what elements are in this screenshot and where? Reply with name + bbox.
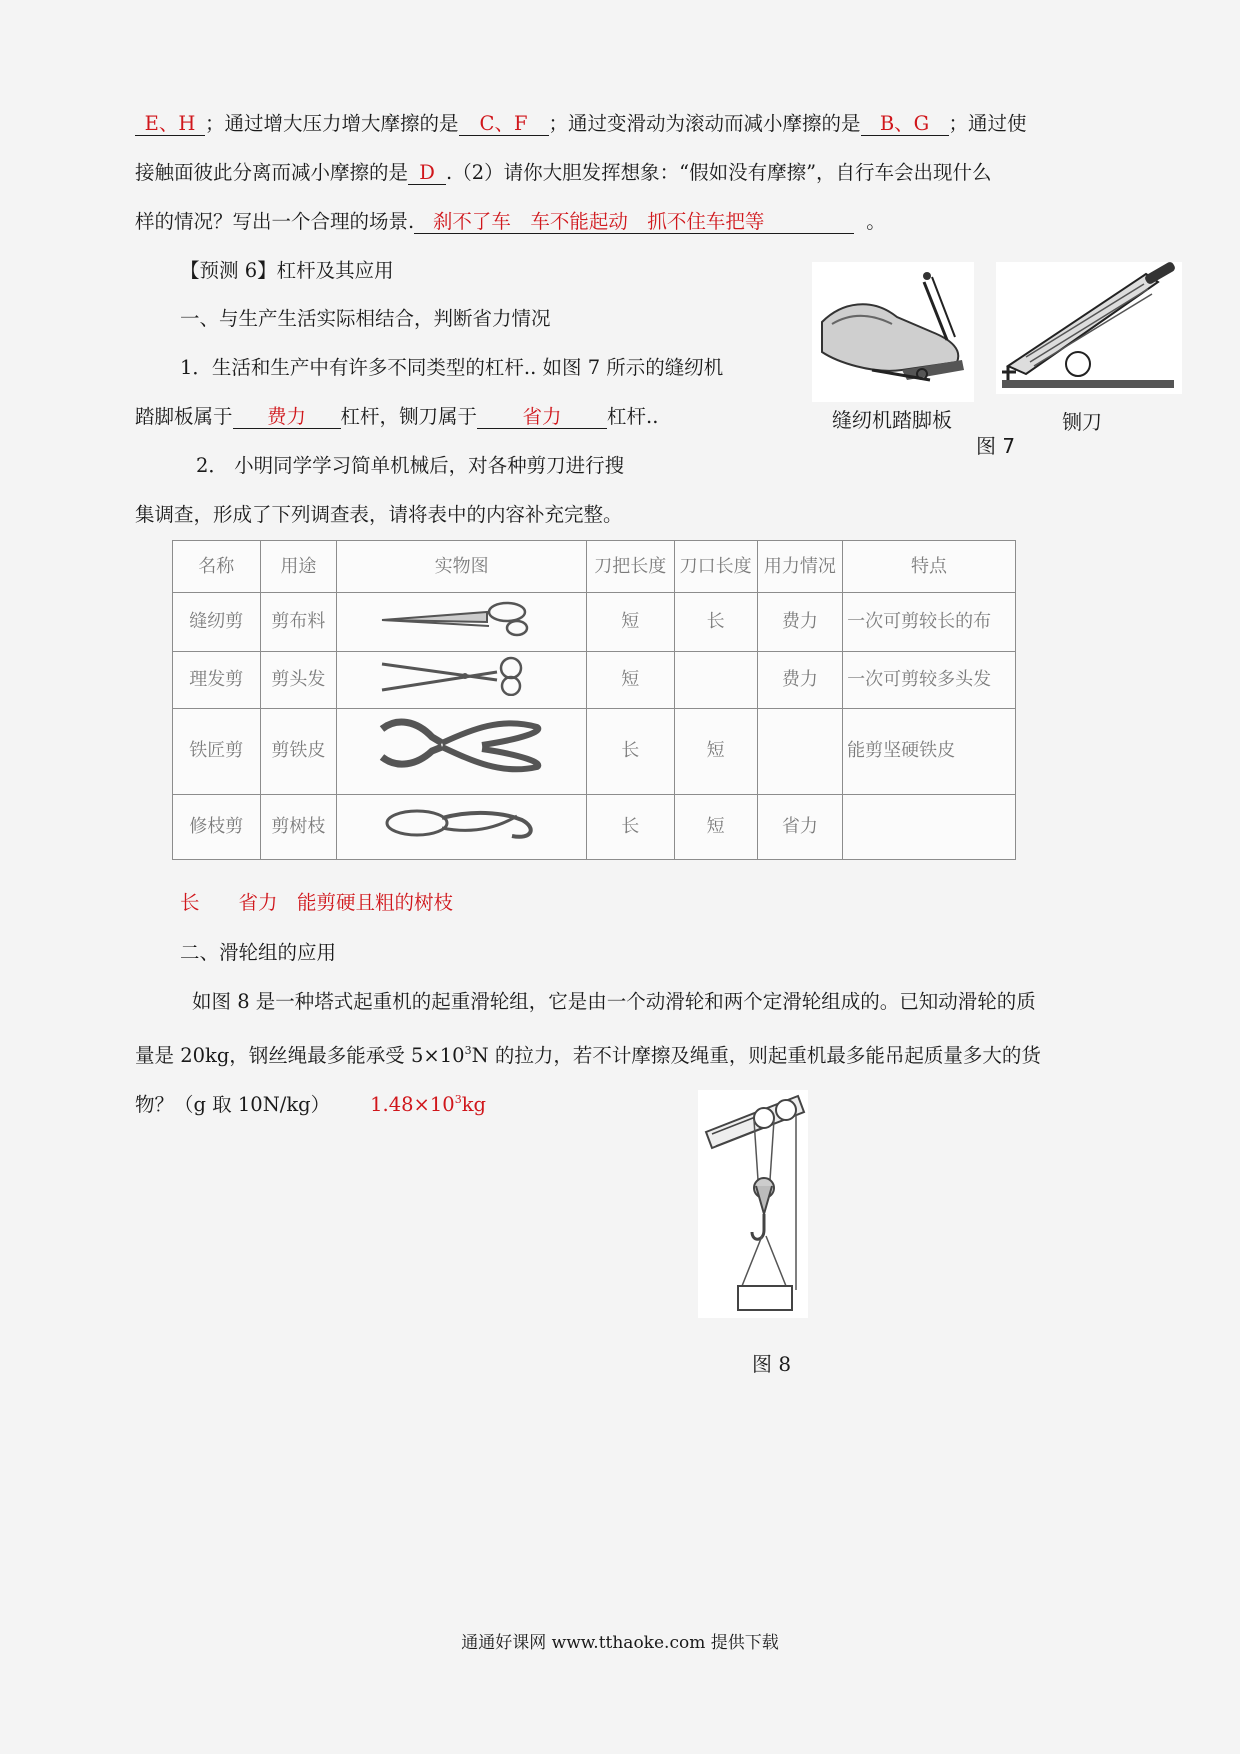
scissors-survey-table — [172, 540, 1016, 860]
table-cell — [843, 795, 1016, 860]
figure-7-label: 图 7 — [976, 434, 1016, 458]
table-cell: 短 — [587, 593, 675, 652]
section-heading-lever: 【预测 6】杠杆及其应用 — [180, 259, 394, 282]
friction-line-3 — [135, 209, 886, 235]
answer-sheng-li: 省力 — [522, 405, 562, 428]
hair-scissors-icon — [337, 652, 587, 709]
question-text: N 的拉力，若不计摩擦及绳重，则起重机最多能吊起质量多大的货 — [471, 1044, 1041, 1067]
table-row — [173, 708, 1016, 795]
table-cell: 短 — [587, 652, 675, 709]
answer-blank — [861, 113, 949, 136]
friction-text: 。 — [866, 210, 886, 233]
answer-blank — [477, 406, 607, 429]
table-cell: 铁匠剪 — [173, 708, 261, 795]
table-cell: 剪树枝 — [260, 795, 337, 860]
pulley-question-line-3 — [135, 1087, 486, 1118]
table-cell: 能剪坚硬铁皮 — [843, 708, 1016, 795]
question-1-line-2 — [135, 404, 658, 430]
sewing-pedal-image — [812, 262, 974, 402]
pulley-question-line-2 — [135, 1038, 1041, 1069]
answer-unit: kg — [461, 1093, 487, 1116]
friction-text: 样的情况？写出一个合理的场景. — [135, 210, 415, 233]
pulley-answer — [370, 1093, 486, 1116]
subsection-heading-2: 二、滑轮组的应用 — [180, 941, 337, 964]
table-row — [173, 652, 1016, 709]
answer-blank — [233, 406, 341, 429]
question-text: 物？（g 取 10N/kg） — [135, 1093, 331, 1116]
table-cell: 剪布料 — [260, 593, 337, 652]
answer-blank — [459, 113, 549, 136]
table-cell — [757, 708, 842, 795]
table-cell: 修枝剪 — [173, 795, 261, 860]
table-header: 用途 — [260, 541, 337, 593]
question-text: 量是 20kg，钢丝绳最多能承受 5×10 — [135, 1044, 465, 1067]
table-cell: 短 — [674, 708, 757, 795]
figure-7-caption-pedal: 缝纫机踏脚板 — [832, 408, 952, 432]
figure-7-caption-cutter: 铡刀 — [1062, 410, 1102, 434]
pulley-question-line-1: 如图 8 是一种塔式起重机的起重滑轮组，它是由一个动滑轮和两个定滑轮组成的。已知动滑轮的质 — [192, 990, 1036, 1013]
answer-bg: B、G — [879, 112, 930, 135]
answer-blank — [414, 211, 854, 234]
question-1-text: 1．生活和生产中有许多不同类型的杠杆.. 如图 7 所示的缝纫机 — [180, 356, 724, 379]
answer-eh: E、H — [144, 112, 196, 135]
question-text: 杠杆，铡刀属于 — [340, 405, 478, 428]
crane-pulley-image — [698, 1090, 808, 1318]
table-header: 刀口长度 — [674, 541, 757, 593]
subsection-heading-1: 一、与生产生活实际相结合，判断省力情况 — [180, 307, 551, 330]
exponent: 3 — [464, 1044, 472, 1057]
friction-text: ；通过使 — [948, 112, 1027, 135]
table-cell: 长 — [587, 795, 675, 860]
answer-blank — [135, 113, 205, 136]
table-row — [173, 593, 1016, 652]
answer-blank — [408, 162, 446, 185]
table-header: 名称 — [173, 541, 261, 593]
table-cell: 长 — [587, 708, 675, 795]
tin-snips-icon — [337, 708, 587, 795]
table-cell: 省力 — [757, 795, 842, 860]
table-cell: 一次可剪较多头发 — [843, 652, 1016, 709]
guillotine-cutter-image — [996, 262, 1182, 394]
answer-fei-li: 费力 — [267, 405, 307, 428]
question-text: 踏脚板属于 — [135, 405, 233, 428]
table-row — [173, 795, 1016, 860]
exponent: 3 — [454, 1093, 462, 1106]
question-2-text: 2． 小明同学学习简单机械后，对各种剪刀进行搜 — [196, 454, 625, 477]
answer-d: D — [419, 161, 435, 184]
question-2-text-2: 集调查，形成了下列调查表，请将表中的内容补充完整。 — [135, 503, 623, 526]
question-text: 杠杆.. — [607, 405, 659, 428]
table-cell: 费力 — [757, 593, 842, 652]
friction-line-1 — [135, 111, 1027, 137]
table-header: 刀把长度 — [587, 541, 675, 593]
friction-text: ；通过变滑动为滚动而减小摩擦的是 — [548, 112, 861, 135]
tailor-scissors-icon — [337, 593, 587, 652]
table-cell: 缝纫剪 — [173, 593, 261, 652]
answer-value: 1.48×10 — [370, 1093, 455, 1116]
figure-8-label: 图 8 — [752, 1352, 792, 1376]
answer-scene: 刹不了车 车不能起动 抓不住车把等 — [432, 210, 765, 233]
table-cell: 剪铁皮 — [260, 708, 337, 795]
table-cell: 理发剪 — [173, 652, 261, 709]
friction-text: .（2）请你大胆发挥想象：“假如没有摩擦”，自行车会出现什么 — [446, 161, 992, 184]
table-header: 用力情况 — [757, 541, 842, 593]
table-cell: 短 — [674, 795, 757, 860]
table-cell — [674, 652, 757, 709]
table-header-row — [173, 541, 1016, 593]
friction-text: ；通过增大压力增大摩擦的是 — [205, 112, 459, 135]
table-answer: 长 省力 能剪硬且粗的树枝 — [180, 891, 454, 914]
table-cell: 剪头发 — [260, 652, 337, 709]
answer-cf: C、F — [479, 112, 528, 135]
friction-text: 接触面彼此分离而减小摩擦的是 — [135, 161, 409, 184]
page-footer: 通通好课网 www.tthaoke.com 提供下载 — [461, 1633, 779, 1653]
table-cell: 费力 — [757, 652, 842, 709]
table-header: 实物图 — [337, 541, 587, 593]
table-cell: 一次可剪较长的布 — [843, 593, 1016, 652]
table-cell: 长 — [674, 593, 757, 652]
friction-line-2 — [135, 160, 992, 186]
pruning-shears-icon — [337, 795, 587, 860]
table-header: 特点 — [843, 541, 1016, 593]
